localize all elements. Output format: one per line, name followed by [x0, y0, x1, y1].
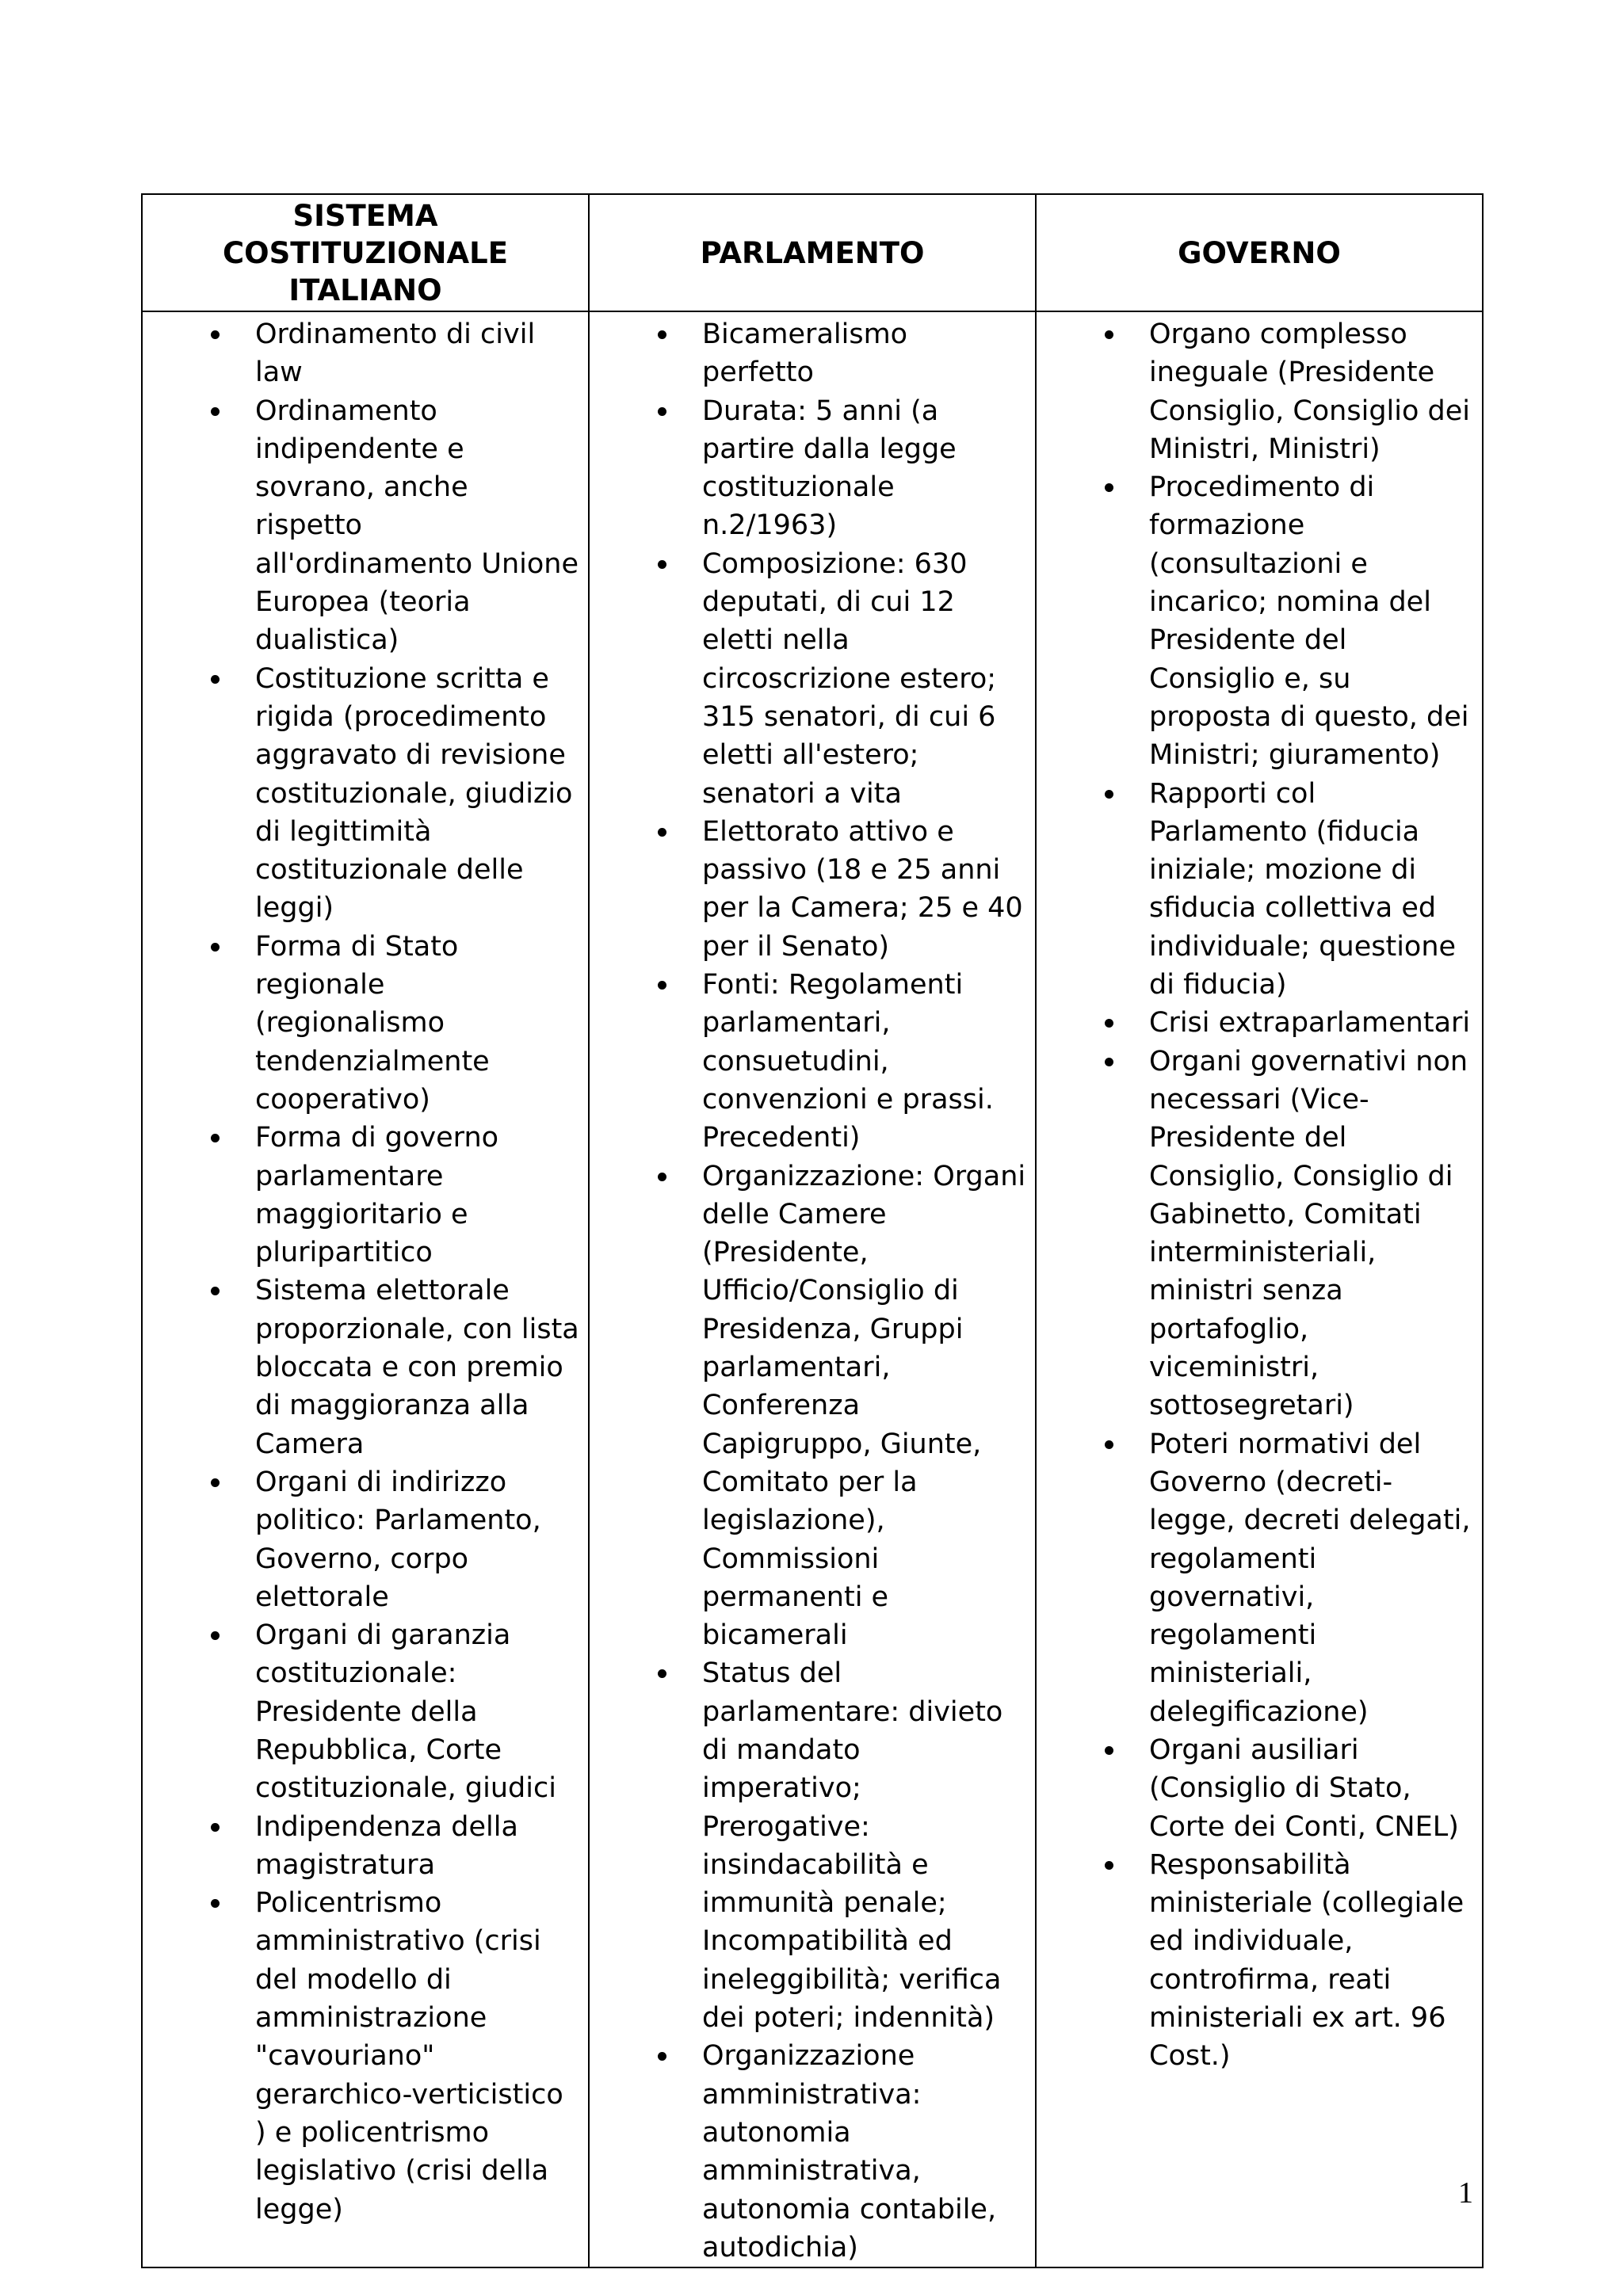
list-item: Organi governativi non necessari (Vice-Presidente del Consiglio, Consiglio di Gabinetto, Comitati interministeriali, ministri senza portafoglio, viceministri, sottosegretari) [1037, 1043, 1474, 1425]
list-item: Ordinamento di civil law [143, 315, 580, 392]
list-item: Crisi extraparlamentari [1037, 1004, 1474, 1042]
header-parlamento: PARLAMENTO [589, 194, 1036, 311]
bullet-list-sistema [143, 315, 588, 2229]
list-item: Organizzazione amministrativa: autonomia amministrativa, autonomia contabile, autodichia) [590, 2037, 1027, 2267]
list-item: Organi ausiliari (Consiglio di Stato, Corte dei Conti, CNEL) [1037, 1731, 1474, 1846]
list-item: Organo complesso ineguale (Presidente Consiglio, Consiglio dei Ministri, Ministri) [1037, 315, 1474, 468]
list-item: Forma di governo parlamentare maggioritario e pluripartitico [143, 1119, 580, 1272]
list-item: Composizione: 630 deputati, di cui 12 eletti nella circoscrizione estero; 315 senatori, di cui 6 eletti all'estero; senatori a vita [590, 545, 1027, 813]
list-item: Responsabilità ministeriale (collegiale ed individuale, controfirma, reati ministeriali ex art. 96 Cost.) [1037, 1846, 1474, 2076]
list-item: Costituzione scritta e rigida (procedimento aggravato di revisione costituzionale, giudizio di legittimità costituzionale delle leggi) [143, 660, 580, 928]
list-item: Ordinamento indipendente e sovrano, anche rispetto all'ordinamento Unione Europea (teoria dualistica) [143, 392, 580, 660]
column-governo [1036, 311, 1483, 2267]
list-item: Procedimento di formazione (consultazioni e incarico; nomina del Presidente del Consiglio e, su proposta di questo, dei Ministri; giuramento) [1037, 468, 1474, 774]
list-item: Bicameralismo perfetto [590, 315, 1027, 392]
bullet-list-governo [1037, 315, 1482, 2076]
list-item: Fonti: Regolamenti parlamentari, consuetudini, convenzioni e prassi. Precedenti) [590, 966, 1027, 1157]
list-item: Indipendenza della magistratura [143, 1808, 580, 1885]
content-row [142, 311, 1483, 2267]
list-item: Elettorato attivo e passivo (18 e 25 anni per la Camera; 25 e 40 per il Senato) [590, 813, 1027, 966]
list-item: Organizzazione: Organi delle Camere (Presidente, Ufficio/Consiglio di Presidenza, Gruppi parlamentari, Conferenza Capigruppo, Giunte, Comitato per la legislazione), Commissioni permanenti e bicamerali [590, 1158, 1027, 1655]
summary-table [141, 193, 1484, 2268]
page-number: 1 [1458, 2176, 1473, 2210]
list-item: Organi di garanzia costituzionale: Presidente della Repubblica, Corte costituzionale, giudici [143, 1616, 580, 1807]
list-item: Sistema elettorale proporzionale, con lista bloccata e con premio di maggioranza alla Camera [143, 1272, 580, 1463]
header-row [142, 194, 1483, 311]
column-parlamento [589, 311, 1036, 2267]
list-item: Organi di indirizzo politico: Parlamento, Governo, corpo elettorale [143, 1463, 580, 1616]
list-item: Durata: 5 anni (a partire dalla legge costituzionale n.2/1963) [590, 392, 1027, 545]
list-item: Policentrismo amministrativo (crisi del modello di amministrazione "cavouriano" gerarchico-verticistico ) e policentrismo legislativo (crisi della legge) [143, 1884, 580, 2229]
header-governo: GOVERNO [1036, 194, 1483, 311]
list-item: Forma di Stato regionale (regionalismo tendenzialmente cooperativo) [143, 928, 580, 1119]
header-sistema-costituzionale: SISTEMA COSTITUZIONALE ITALIANO [142, 194, 589, 311]
list-item: Rapporti col Parlamento (fiducia iniziale; mozione di sfiducia collettiva ed individuale; questione di fiducia) [1037, 775, 1474, 1005]
list-item: Poteri normativi del Governo (decreti-legge, decreti delegati, regolamenti governativi, regolamenti ministeriali, delegificazione) [1037, 1425, 1474, 1731]
column-sistema-costituzionale [142, 311, 589, 2267]
list-item: Status del parlamentare: divieto di mandato imperativo; Prerogative: insindacabilità e immunità penale; Incompatibilità ed ineleggibilità; verifica dei poteri; indennità) [590, 1654, 1027, 2037]
bullet-list-parlamento [590, 315, 1035, 2267]
